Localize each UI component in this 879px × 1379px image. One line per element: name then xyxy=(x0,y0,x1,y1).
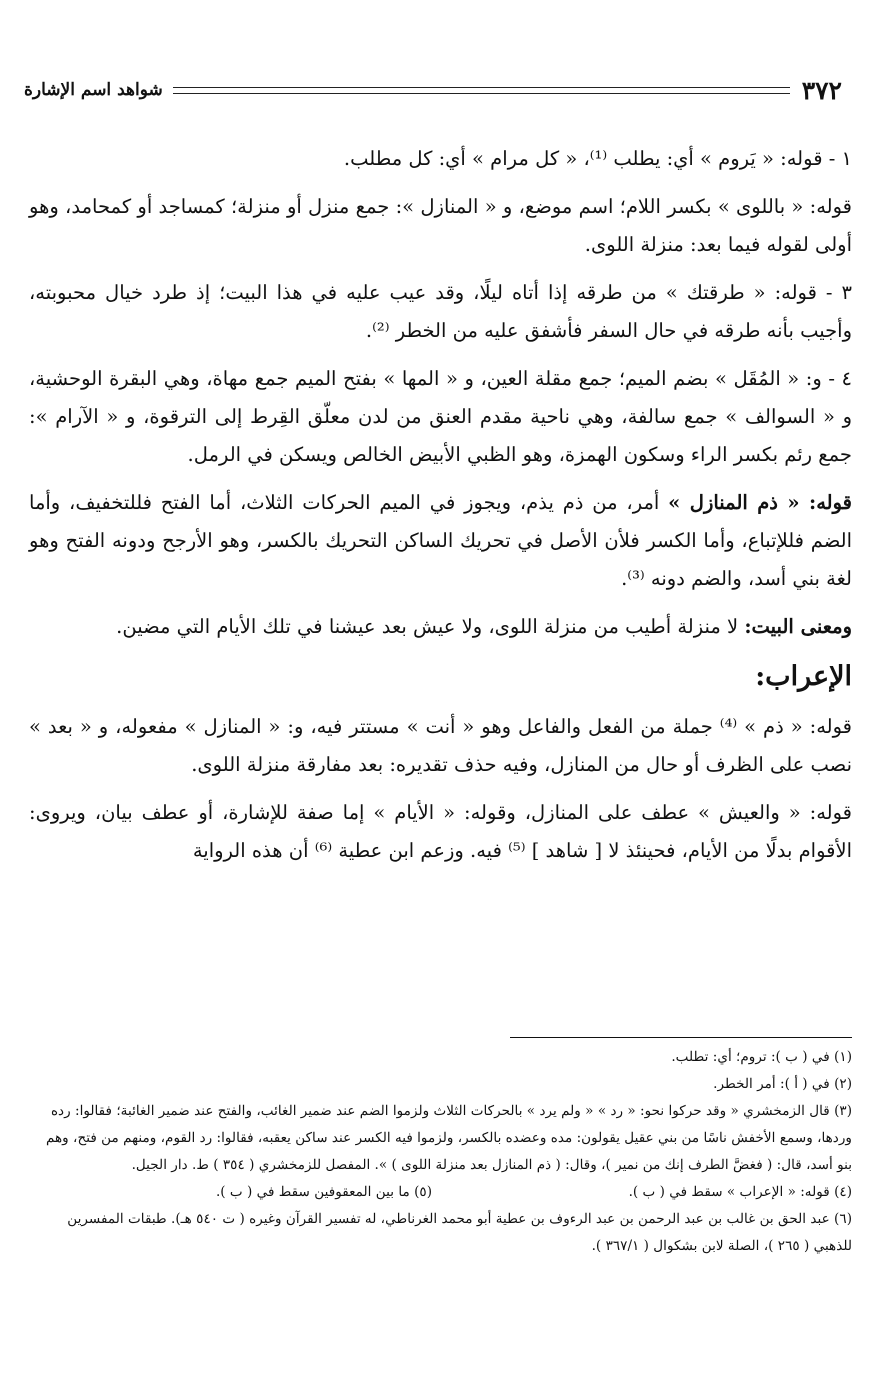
paragraph-text: أمر، من ذم يذم، ويجوز في الميم الحركات الثلاث، أما الفتح فللتخفيف، وأما الضم فللإتباع، وأما الكسر فلأن الأصل في تحريك الساكن التحريك بالكسر، وهو الأرجح ودونه الفتح وهو لغة بني أسد، والضم دونه ⁽³⁾. xyxy=(29,491,852,590)
footnote-5: (٥) ما بين المعقوفين سقط في ( ب ). xyxy=(215,1184,432,1200)
irab-paragraph-2 xyxy=(29,794,852,870)
footnote-2: (٢) في ( أ ): أمر الخطر. xyxy=(713,1076,852,1092)
footnote-1: (١) في ( ب ): تروم؛ أي: تطلب. xyxy=(671,1049,852,1065)
paragraph-label: قوله: « ذم المنازل » xyxy=(668,491,852,514)
paragraph-3 xyxy=(29,274,852,350)
footnote-3: (٣) قال الزمخشري « وقد حركوا نحو: « رد » « ولم يرد » بالحركات الثلاث ولزموا الضم عند ضمير الغائب، والفتح عند ضمير الغائبة؛ فقالوا: رده وردها، وسمع الأخفش ناسًا من بني عقيل يقولون: مده وعضده بالكسر، ولزموا فيه الكسر عند ساكن يعقبه، فقالوا: رد القوم، ومنهم من فتح، وهم بنو أسد، قال: ( فغضَّ الطرف إنك من نمير )، وقال: ( ذم المنازل بعد منزلة اللوى ) ». المفصل للزمخشري ( ٣٥٤ ) ط. دار الجيل. xyxy=(45,1103,852,1173)
page-header xyxy=(24,70,842,110)
paragraph-label: ومعنى البيت: xyxy=(744,615,852,638)
footnote-4: (٤) قوله: « الإعراب » سقط في ( ب ). xyxy=(628,1184,852,1200)
paragraph-4 xyxy=(29,360,852,474)
paragraph-text: قوله: « ذم » ⁽⁴⁾ جملة من الفعل والفاعل وهو « أنت » مستتر فيه، و: « المنازل » مفعوله، و « بعد » نصب على الظرف أو حال من المنازل، وفيه حذف تقديره: بعد مفارقة منزلة اللوى. xyxy=(29,715,853,776)
footnote-6: (٦) عبد الحق بن غالب بن عبد الرحمن بن عبد الرءوف بن عطية أبو محمد الغرناطي، له تفسير القرآن وغيره ( ت ٥٤٠ هـ). طبقات المفسرين للذهبي ( ٢٦٥ )، الصلة لابن بشكوال ( ٣٦٧/١ ). xyxy=(67,1211,852,1254)
paragraph-text: لا منزلة أطيب من منزلة اللوى، ولا عيش بعد عيشنا في تلك الأيام التي مضين. xyxy=(116,615,745,638)
paragraph-5 xyxy=(29,484,852,598)
paragraph-text: ٤ - و: « المُقَل » بضم الميم؛ جمع مقلة العين، و « المها » بفتح الميم جمع مهاة، وهي البقرة الوحشية، و « السوالف » جمع سالفة، وهي ناحية مقدم العنق من لدن معلّق القِرط إلى الترقوة، و « الآرام »: جمع رئم بكسر الراء وسكون الهمزة، وهو الظبي الأبيض الخالص ويسكن في الرمل. xyxy=(29,367,852,466)
footnotes xyxy=(29,1044,852,1260)
paragraph-text: قوله: « والعيش » عطف على المنازل، وقوله: « الأيام » إما صفة للإشارة، أو عطف بيان، ويروى: الأقوام بدلًا من الأيام، فحينئذ لا [ شاهد ] ⁽⁵⁾ فيه. وزعم ابن عطية ⁽⁶⁾ أن هذه الرواية xyxy=(29,801,852,862)
paragraph-2 xyxy=(29,188,852,264)
footnote-row xyxy=(29,1179,852,1206)
page-number: ٣٧٢ xyxy=(801,75,842,105)
paragraph-text: ١ - قوله: « يَروم » أي: يطلب ⁽¹⁾، « كل مرام » أي: كل مطلب. xyxy=(343,147,852,170)
paragraph-1 xyxy=(29,140,852,178)
header-rule xyxy=(173,87,790,94)
section-heading: الإعراب: xyxy=(755,661,852,692)
irab-paragraph-1 xyxy=(29,708,852,784)
running-title: شواهد اسم الإشارة xyxy=(24,80,163,100)
paragraph-6 xyxy=(29,608,852,646)
paragraph-text: ٣ - قوله: « طرقتك » من طرقه إذا أتاه ليلًا، وقد عيب عليه في هذا البيت؛ إذ طرد خيال محبوبته، وأجيب بأنه طرقه في حال السفر فأشفق عليه من الخطر ⁽²⁾. xyxy=(29,281,852,342)
footnote-rule xyxy=(510,1037,852,1038)
paragraph-text: قوله: « باللوى » بكسر اللام؛ اسم موضع، و « المنازل »: جمع منزل أو منزلة؛ كمساجد أو كمحامد، وهو أولى لقوله فيما بعد: منزلة اللوى. xyxy=(29,195,852,256)
main-text xyxy=(29,140,852,880)
